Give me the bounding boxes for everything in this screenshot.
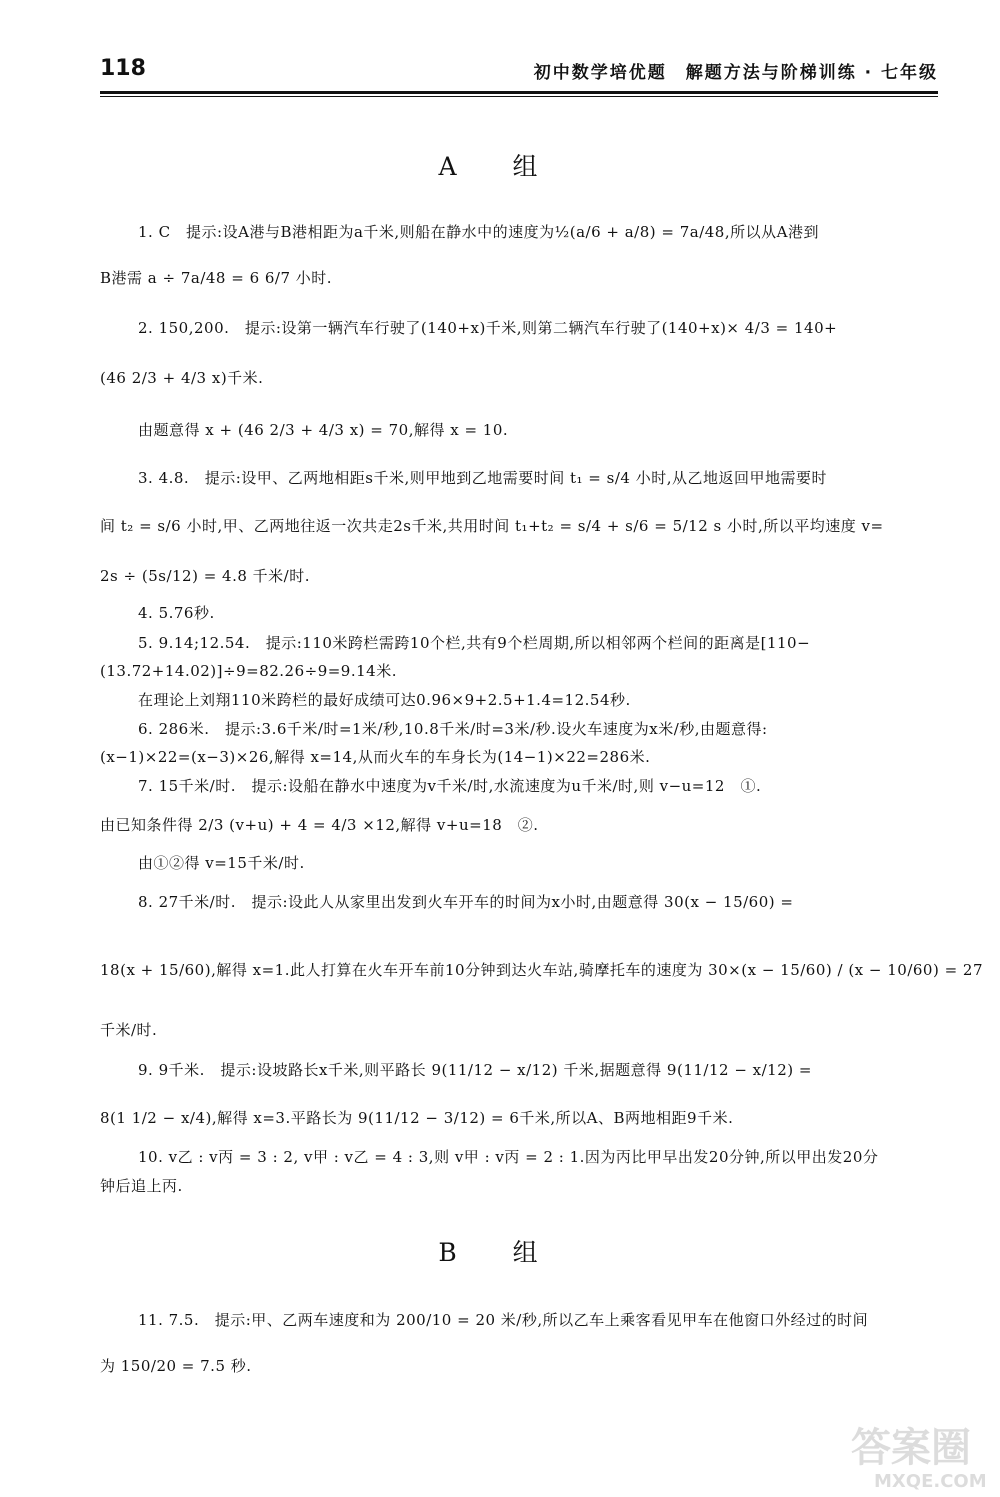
answer-line: 4. 5.76秒. <box>138 604 215 622</box>
answer-line: 2s ÷ (5s/12) = 4.8 千米/时. <box>100 567 310 585</box>
group-b-title: B 组 <box>438 1238 562 1267</box>
page-number: 118 <box>100 56 146 81</box>
answer-line: 5. 9.14;12.54. 提示:110米跨栏需跨10个栏,共有9个栏周期,所以相邻两个栏间的距离是[110− <box>138 634 811 652</box>
answer-line: 10. v乙 : v丙 = 3 : 2, v甲 : v乙 = 4 : 3,则 v甲 : v丙 = 2 : 1.因为丙比甲早出发20分钟,所以甲出发20分 <box>138 1148 879 1166</box>
answer-line: 11. 7.5. 提示:甲、乙两车速度和为 200/10 = 20 米/秒,所以乙车上乘客看见甲车在他窗口外经过的时间 <box>138 1311 869 1329</box>
book-title: 初中数学培优题 解题方法与阶梯训练 · 七年级 <box>533 63 938 83</box>
watermark-url: MXQE.COM <box>874 1471 987 1492</box>
answer-line: 由①②得 v=15千米/时. <box>138 854 305 872</box>
answer-line: 由题意得 x + (46 2/3 + 4/3 x) = 70,解得 x = 10. <box>138 421 509 439</box>
answer-line: B港需 a ÷ 7a/48 = 6 6/7 小时. <box>100 269 333 287</box>
answer-line: 为 150/20 = 7.5 秒. <box>100 1357 252 1375</box>
answer-line: 在理论上刘翔110米跨栏的最好成绩可达0.96×9+2.5+1.4=12.54秒. <box>138 691 631 709</box>
answer-line: 2. 150,200. 提示:设第一辆汽车行驶了(140+x)千米,则第二辆汽车行驶了(140+x)× 4/3 = 140+ <box>138 319 838 337</box>
page-header <box>100 56 938 90</box>
answer-line: 钟后追上丙. <box>100 1177 183 1195</box>
watermark-logo <box>846 1413 996 1493</box>
answer-line: 6. 286米. 提示:3.6千米/时=1米/秒,10.8千米/时=3米/秒.设火车速度为x米/秒,由题意得: <box>138 720 768 738</box>
answer-line: 8(1 1/2 − x/4),解得 x=3.平路长为 9(11/12 − 3/12) = 6千米,所以A、B两地相距9千米. <box>100 1109 734 1127</box>
answer-line: 9. 9千米. 提示:设坡路长x千米,则平路长 9(11/12 − x/12) 千米,据题意得 9(11/12 − x/12) = <box>138 1061 812 1079</box>
watermark-text: 答案圈 <box>851 1425 971 1471</box>
answer-line: 间 t₂ = s/6 小时,甲、乙两地往返一次共走2s千米,共用时间 t₁+t₂ = s/4 + s/6 = 5/12 s 小时,所以平均速度 v= <box>100 517 884 535</box>
answer-line: 3. 4.8. 提示:设甲、乙两地相距s千米,则甲地到乙地需要时间 t₁ = s/4 小时,从乙地返回甲地需要时 <box>138 469 827 487</box>
answer-line: 1. C 提示:设A港与B港相距为a千米,则船在静水中的速度为½(a/6 + a/8) = 7a/48,所以从A港到 <box>138 223 819 241</box>
answer-line: 千米/时. <box>100 1021 158 1039</box>
answer-line: 由已知条件得 2/3 (v+u) + 4 = 4/3 ×12,解得 v+u=18 ②. <box>100 816 539 834</box>
answer-line: 18(x + 15/60),解得 x=1.此人打算在火车开车前10分钟到达火车站,骑摩托车的速度为 30×(x − 15/60) / (x − 10/60) = 27 <box>100 961 984 979</box>
header-rule <box>100 91 938 97</box>
answer-line: 8. 27千米/时. 提示:设此人从家里出发到火车开车的时间为x小时,由题意得 30(x − 15/60) = <box>138 893 794 911</box>
answer-line: (x−1)×22=(x−3)×26,解得 x=14,从而火车的车身长为(14−1)×22=286米. <box>100 748 651 766</box>
answer-line: (13.72+14.02)]÷9=82.26÷9=9.14米. <box>100 662 397 680</box>
group-a-title: A 组 <box>438 152 562 181</box>
answer-line: (46 2/3 + 4/3 x)千米. <box>100 369 264 387</box>
answer-line: 7. 15千米/时. 提示:设船在静水中速度为v千米/时,水流速度为u千米/时,则 v−u=12 ①. <box>138 777 762 795</box>
